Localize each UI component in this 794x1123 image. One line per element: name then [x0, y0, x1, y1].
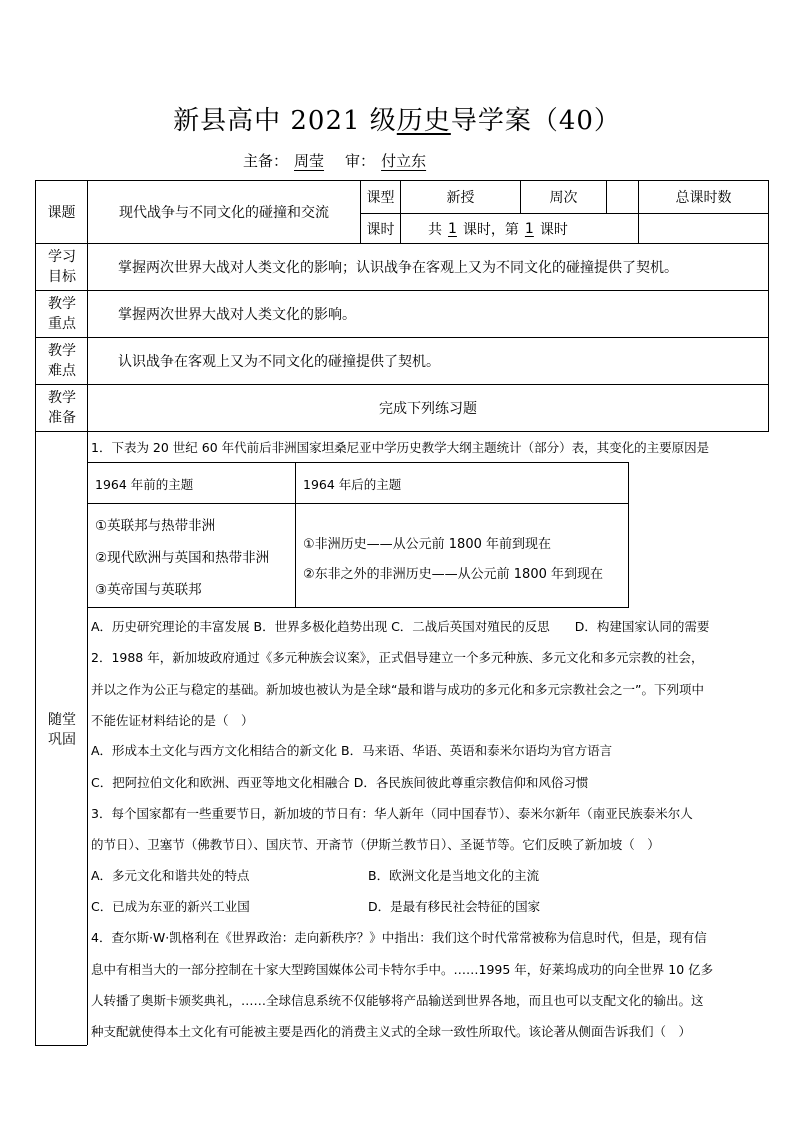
period-label: 课时 — [366, 221, 395, 238]
q1-table-left-3: ③英帝国与英联邦 — [95, 582, 202, 598]
goal-text: 掌握两次世界大战对人类文化的影响；认识战争在客观上又为不同文化的碰撞提供了契机。 — [118, 260, 678, 276]
title-suffix: 导学案（40） — [450, 106, 621, 136]
q1-stem: 1．下表为 20 世纪 60 年代前后非洲国家坦桑尼亚中学历史教学大纲主题统计（部分）表，其变化的主要原因是 — [91, 440, 710, 455]
topic-label: 课题 — [47, 205, 76, 221]
prep-label: 教学准备 — [48, 390, 76, 426]
q3-option-c: C．已成为东亚的新兴工业国 — [91, 899, 250, 914]
q4-line-4: 种支配就使得本土文化有可能被主要是西化的消费主义式的全球一致性所取代。该论著从侧面告诉我们（ ） — [91, 1024, 692, 1039]
practice-label: 随堂巩固 — [48, 712, 76, 748]
period-value: 共 1 课时，第 1 课时 — [428, 220, 568, 238]
q1-table-left-1: ①英联邦与热带非洲 — [95, 518, 216, 534]
week-label: 周次 — [549, 190, 578, 206]
period-index: 1 — [524, 220, 534, 237]
reviewer-name: 付立东 — [381, 152, 427, 170]
q1-table-right-1: ①非洲历史——从公元前 1800 年前到现在 — [303, 537, 552, 552]
total-label: 总课时数 — [675, 190, 732, 206]
difficult-text: 认识战争在客观上又为不同文化的碰撞提供了契机。 — [118, 354, 440, 370]
goal-label: 学习目标 — [48, 249, 76, 285]
author-name: 周莹 — [294, 152, 325, 170]
q3-line-2: 的节日）、卫塞节（佛教节日）、国庆节、开斋节（伊斯兰教节日）、圣诞节等。它们反映了新加坡（ ） — [91, 837, 660, 852]
q2-options-cd: C．把阿拉伯文化和欧洲、西亚等地文化相融合 D．各民族间彼此尊重宗教信仰和风俗习惯 — [91, 775, 589, 790]
q1-table-header-right: 1964 年后的主题 — [303, 477, 402, 492]
difficult-label: 教学难点 — [48, 343, 76, 379]
period-count: 1 — [448, 220, 457, 237]
title-prefix: 新县高中 2021 级 — [173, 106, 397, 136]
q4-line-1: 4．查尔斯·W·凯格利在《世界政治：走向新秩序？》中指出：我们这个时代常常被称为信息时代，但是，现有信 — [91, 930, 707, 945]
q3-option-b: B．欧洲文化是当地文化的主流 — [368, 868, 540, 883]
author-label: 主备： — [243, 152, 289, 170]
key-label: 教学重点 — [48, 296, 76, 332]
q4-line-3: 人转播了奥斯卡颁奖典礼，……全球信息系统不仅能够将产品输送到世界各地，而且也可以支配文化的输出。这 — [91, 993, 704, 1008]
topic-value: 现代战争与不同文化的碰撞和交流 — [119, 205, 329, 221]
q1-table-right-2: ②东非之外的非洲历史——从公元前 1800 年到现在 — [303, 567, 604, 582]
q2-options-ab: A．形成本土文化与西方文化相结合的新文化 B．马来语、华语、英语和泰米尔语均为官方语言 — [91, 743, 613, 758]
q3-option-d: D．是最有移民社会特征的国家 — [368, 899, 541, 914]
page-title — [0, 100, 794, 137]
q3-option-a: A．多元文化和谐共处的特点 — [91, 868, 250, 883]
q2-line-1: 2．1988 年，新加坡政府通过《多元种族会议案》，正式倡导建立一个多元种族、多元文化和多元宗教的社会， — [91, 650, 704, 665]
type-value: 新授 — [446, 190, 475, 206]
q4-line-2: 息中有相当大的一部分控制在十家大型跨国媒体公司卡特尔手中。……1995 年，好莱坞成功的向全世界 10 亿多 — [91, 962, 714, 977]
q3-line-1: 3．每个国家都有一些重要节日，新加坡的节日有：华人新年（同中国春节）、泰米尔新年（南亚民族泰米尔人 — [91, 806, 693, 821]
q1-table-left-2: ②现代欧洲与英国和热带非洲 — [95, 550, 270, 566]
author-line — [243, 150, 432, 171]
q2-line-2: 并以之作为公正与稳定的基础。新加坡也被认为是全球“最和谐与成功的多元化和多元宗教社会之一”。下列项中 — [91, 682, 704, 697]
prep-text: 完成下列练习题 — [379, 401, 477, 417]
key-text: 掌握两次世界大战对人类文化的影响。 — [118, 307, 356, 323]
q1-options: A．历史研究理论的丰富发展 B．世界多极化趋势出现 C．二战后英国对殖民的反思 D．构建国家认同的需要 — [91, 619, 710, 634]
reviewer-label: 审： — [345, 152, 376, 170]
title-subject: 历史 — [396, 106, 451, 136]
q2-line-3: 不能佐证材料结论的是（ ） — [91, 713, 254, 728]
type-label: 课型 — [366, 190, 395, 206]
q1-table-header-left: 1964 年前的主题 — [95, 477, 194, 492]
